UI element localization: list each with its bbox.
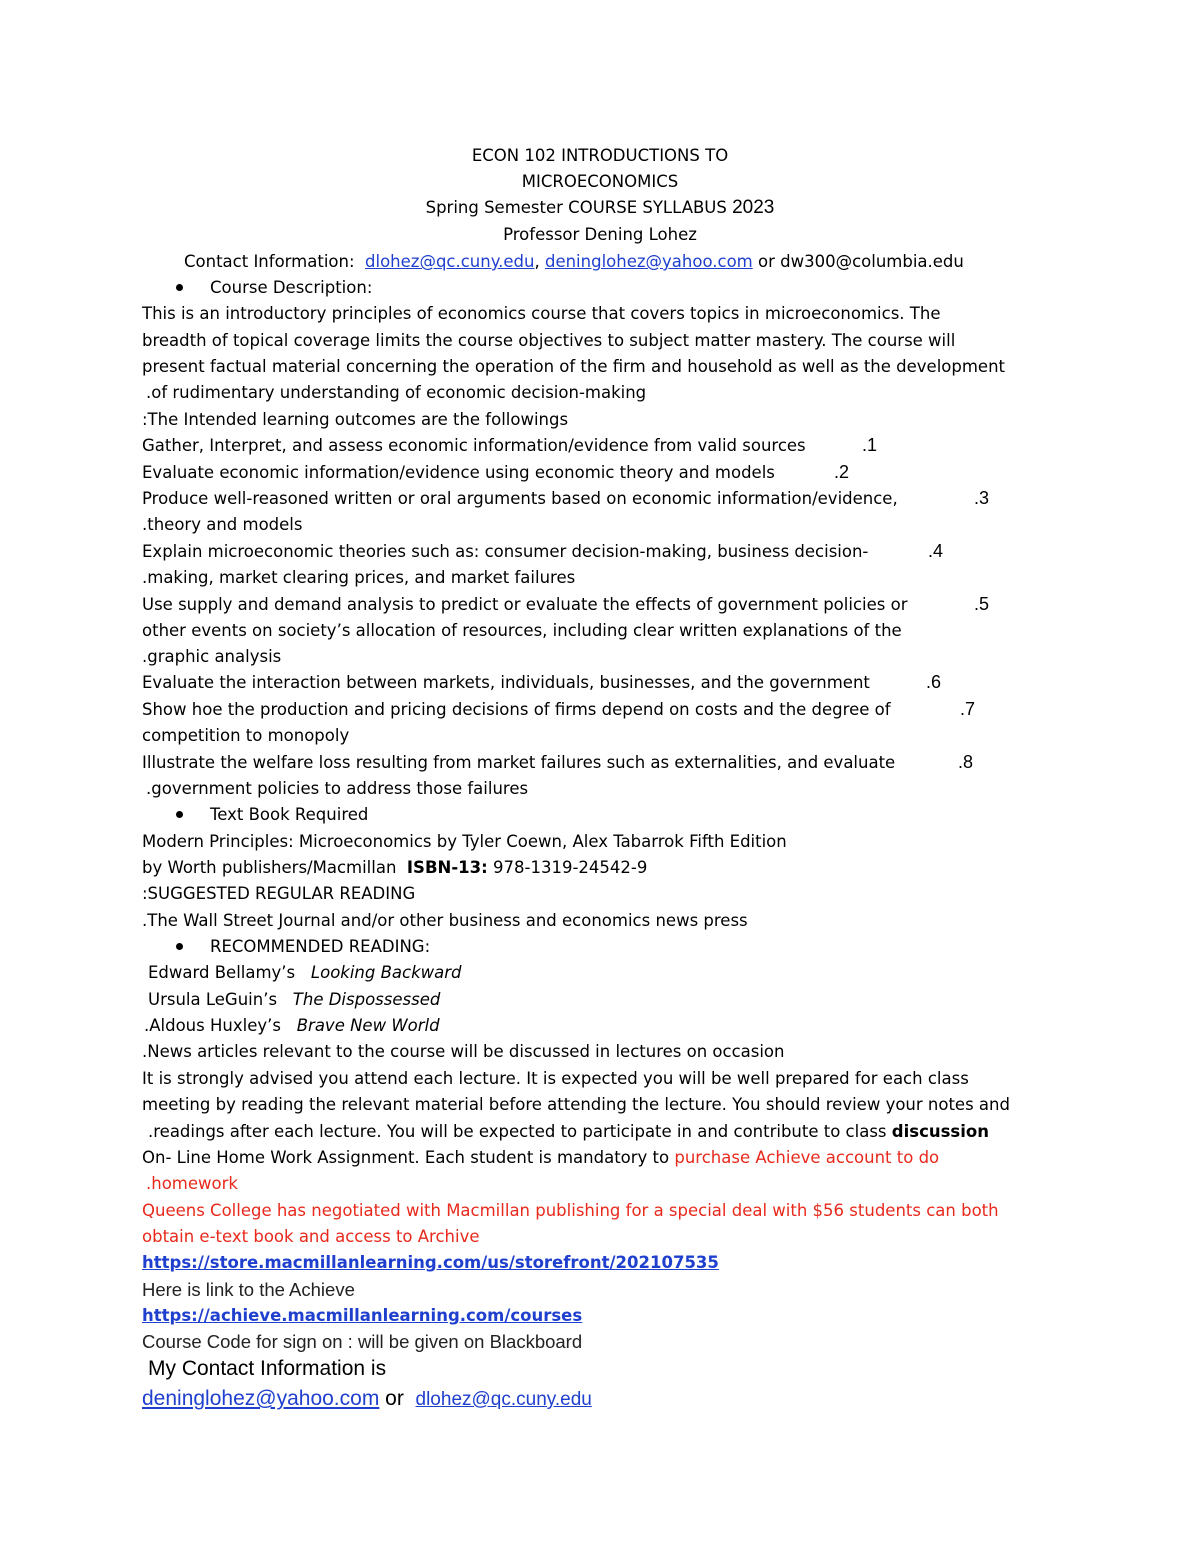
news-articles-note: .News articles relevant to the course will be discussed in lectures on occasion bbox=[142, 1042, 785, 1061]
email-link-qc[interactable]: dlohez@qc.cuny.edu bbox=[365, 252, 535, 271]
semester-line bbox=[0, 197, 1200, 219]
outcome-4-text-cont: .making, market clearing prices, and market failures bbox=[142, 568, 576, 587]
footer-contact-emails bbox=[142, 1386, 592, 1413]
store-link[interactable]: https://store.macmillanlearning.com/us/storefront/202107535 bbox=[142, 1253, 719, 1272]
qc-deal-line-cont: obtain e-text book and access to Archive bbox=[142, 1227, 480, 1246]
description-line: .of rudimentary understanding of economic decision-making bbox=[146, 383, 647, 402]
outcome-2-number: .2 bbox=[834, 462, 850, 482]
course-title-line2: MICROECONOMICS bbox=[521, 172, 679, 191]
outcome-1-text: Gather, Interpret, and assess economic information/evidence from valid sources bbox=[142, 436, 806, 455]
outcome-6-text: Evaluate the interaction between markets, individuals, businesses, and the government bbox=[142, 673, 870, 692]
textbook-publisher: by Worth publishers/Macmillan bbox=[142, 858, 397, 877]
homework-note-cont: .homework bbox=[146, 1174, 238, 1193]
footer-email-yahoo[interactable]: deninglohez@yahoo.com bbox=[142, 1387, 380, 1410]
qc-deal-line: Queens College has negotiated with Macmillan publishing for a special deal with $56 students can both bbox=[142, 1201, 999, 1220]
course-code-note: Course Code for sign on : will be given on Blackboard bbox=[142, 1331, 583, 1352]
textbook-heading: Text Book Required bbox=[210, 805, 369, 824]
outcome-5-text: Use supply and demand analysis to predict or evaluate the effects of government policies or bbox=[142, 595, 908, 614]
achieve-link-label: Here is link to the Achieve bbox=[142, 1279, 355, 1300]
semester-text: Spring Semester COURSE SYLLABUS bbox=[425, 198, 727, 217]
book-author: Ursula LeGuin’s bbox=[148, 990, 278, 1009]
outcome-8-text-cont: .government policies to address those failures bbox=[146, 779, 529, 798]
attendance-text: .readings after each lecture. You will be expected to participate in and contribute to class bbox=[148, 1122, 887, 1141]
contact-label: Contact Information: bbox=[184, 252, 355, 271]
outcomes-intro: :The Intended learning outcomes are the followings bbox=[142, 410, 569, 429]
suggested-reading-wsj: .The Wall Street Journal and/or other business and economics news press bbox=[142, 911, 748, 930]
homework-text: On- Line Home Work Assignment. Each student is mandatory to bbox=[142, 1148, 670, 1167]
outcome-7-number: .7 bbox=[960, 699, 976, 719]
outcome-5-number: .5 bbox=[974, 594, 990, 614]
achieve-link-line bbox=[142, 1305, 582, 1327]
description-line: present factual material concerning the operation of the firm and household as well as the development bbox=[142, 357, 1005, 376]
isbn-value: 978-1319-24542-9 bbox=[493, 858, 648, 877]
book-author: .Aldous Huxley’s bbox=[144, 1016, 281, 1035]
outcome-1-number: .1 bbox=[862, 435, 878, 455]
attendance-line: It is strongly advised you attend each lecture. It is expected you will be well prepared for each class bbox=[142, 1069, 969, 1088]
book-title: Brave New World bbox=[296, 1016, 440, 1035]
homework-achieve-note: purchase Achieve account to do bbox=[674, 1148, 940, 1167]
contact-line: Contact Information: dlohez@qc.cuny.edu, deninglohez@yahoo.com or dw300@columbia.edu bbox=[184, 252, 964, 271]
outcome-3-text: Produce well-reasoned written or oral arguments based on economic information/evidence, bbox=[142, 489, 898, 508]
book-item bbox=[148, 989, 440, 1011]
semester-year: 2023 bbox=[732, 197, 775, 218]
achieve-link[interactable]: https://achieve.macmillanlearning.com/courses bbox=[142, 1306, 583, 1325]
footer-or: or bbox=[385, 1387, 404, 1410]
isbn-label: ISBN-13: bbox=[406, 858, 488, 877]
suggested-reading-heading: :SUGGESTED REGULAR READING bbox=[142, 884, 416, 903]
outcome-3-text-cont: .theory and models bbox=[142, 515, 303, 534]
recommended-reading-heading: RECOMMENDED READING: bbox=[210, 937, 431, 956]
outcome-5-text-cont: .graphic analysis bbox=[142, 647, 282, 666]
outcome-3-number: .3 bbox=[974, 488, 990, 508]
book-item bbox=[144, 1015, 440, 1037]
book-item bbox=[148, 962, 462, 984]
attendance-line: meeting by reading the relevant material before attending the lecture. You should review your notes and bbox=[142, 1095, 1010, 1114]
footer-contact-heading: My Contact Information is bbox=[148, 1357, 387, 1380]
course-title-line1: ECON 102 INTRODUCTIONS TO bbox=[471, 146, 729, 165]
attendance-line bbox=[148, 1121, 989, 1143]
professor-name: Professor Dening Lohez bbox=[503, 225, 697, 244]
book-title: The Dispossessed bbox=[292, 990, 441, 1009]
textbook-publisher-line bbox=[142, 857, 647, 879]
book-title: Looking Backward bbox=[310, 963, 462, 982]
footer-email-qc[interactable]: dlohez@qc.cuny.edu bbox=[415, 1389, 592, 1410]
course-description-heading: Course Description: bbox=[210, 278, 373, 297]
email-link-yahoo[interactable]: deninglohez@yahoo.com bbox=[544, 252, 753, 271]
description-line: breadth of topical coverage limits the course objectives to subject matter mastery. The course will bbox=[142, 331, 956, 350]
outcome-7-text-cont: competition to monopoly bbox=[142, 726, 350, 745]
outcome-8-text: Illustrate the welfare loss resulting from market failures such as externalities, and evaluate bbox=[142, 753, 896, 772]
attendance-discussion: discussion bbox=[891, 1122, 989, 1141]
outcome-2-text: Evaluate economic information/evidence using economic theory and models bbox=[142, 463, 775, 482]
contact-or-columbia: or dw300@columbia.edu bbox=[757, 252, 964, 271]
outcome-4-number: .4 bbox=[928, 541, 944, 561]
description-line: This is an introductory principles of economics course that covers topics in microeconomics. The bbox=[142, 304, 941, 323]
outcome-6-number: .6 bbox=[926, 672, 942, 692]
outcome-7-text: Show hoe the production and pricing decisions of firms depend on costs and the degree of bbox=[142, 700, 891, 719]
outcome-5-text-cont: other events on society’s allocation of resources, including clear written explanations of the bbox=[142, 621, 902, 640]
homework-line bbox=[142, 1147, 939, 1169]
textbook-title: Modern Principles: Microeconomics by Tyler Coewn, Alex Tabarrok Fifth Edition bbox=[142, 832, 787, 851]
book-author: Edward Bellamy’s bbox=[148, 963, 296, 982]
store-link-line bbox=[142, 1252, 719, 1274]
outcome-4-text: Explain microeconomic theories such as: consumer decision-making, business decision- bbox=[142, 542, 869, 561]
outcome-8-number: .8 bbox=[958, 752, 974, 772]
